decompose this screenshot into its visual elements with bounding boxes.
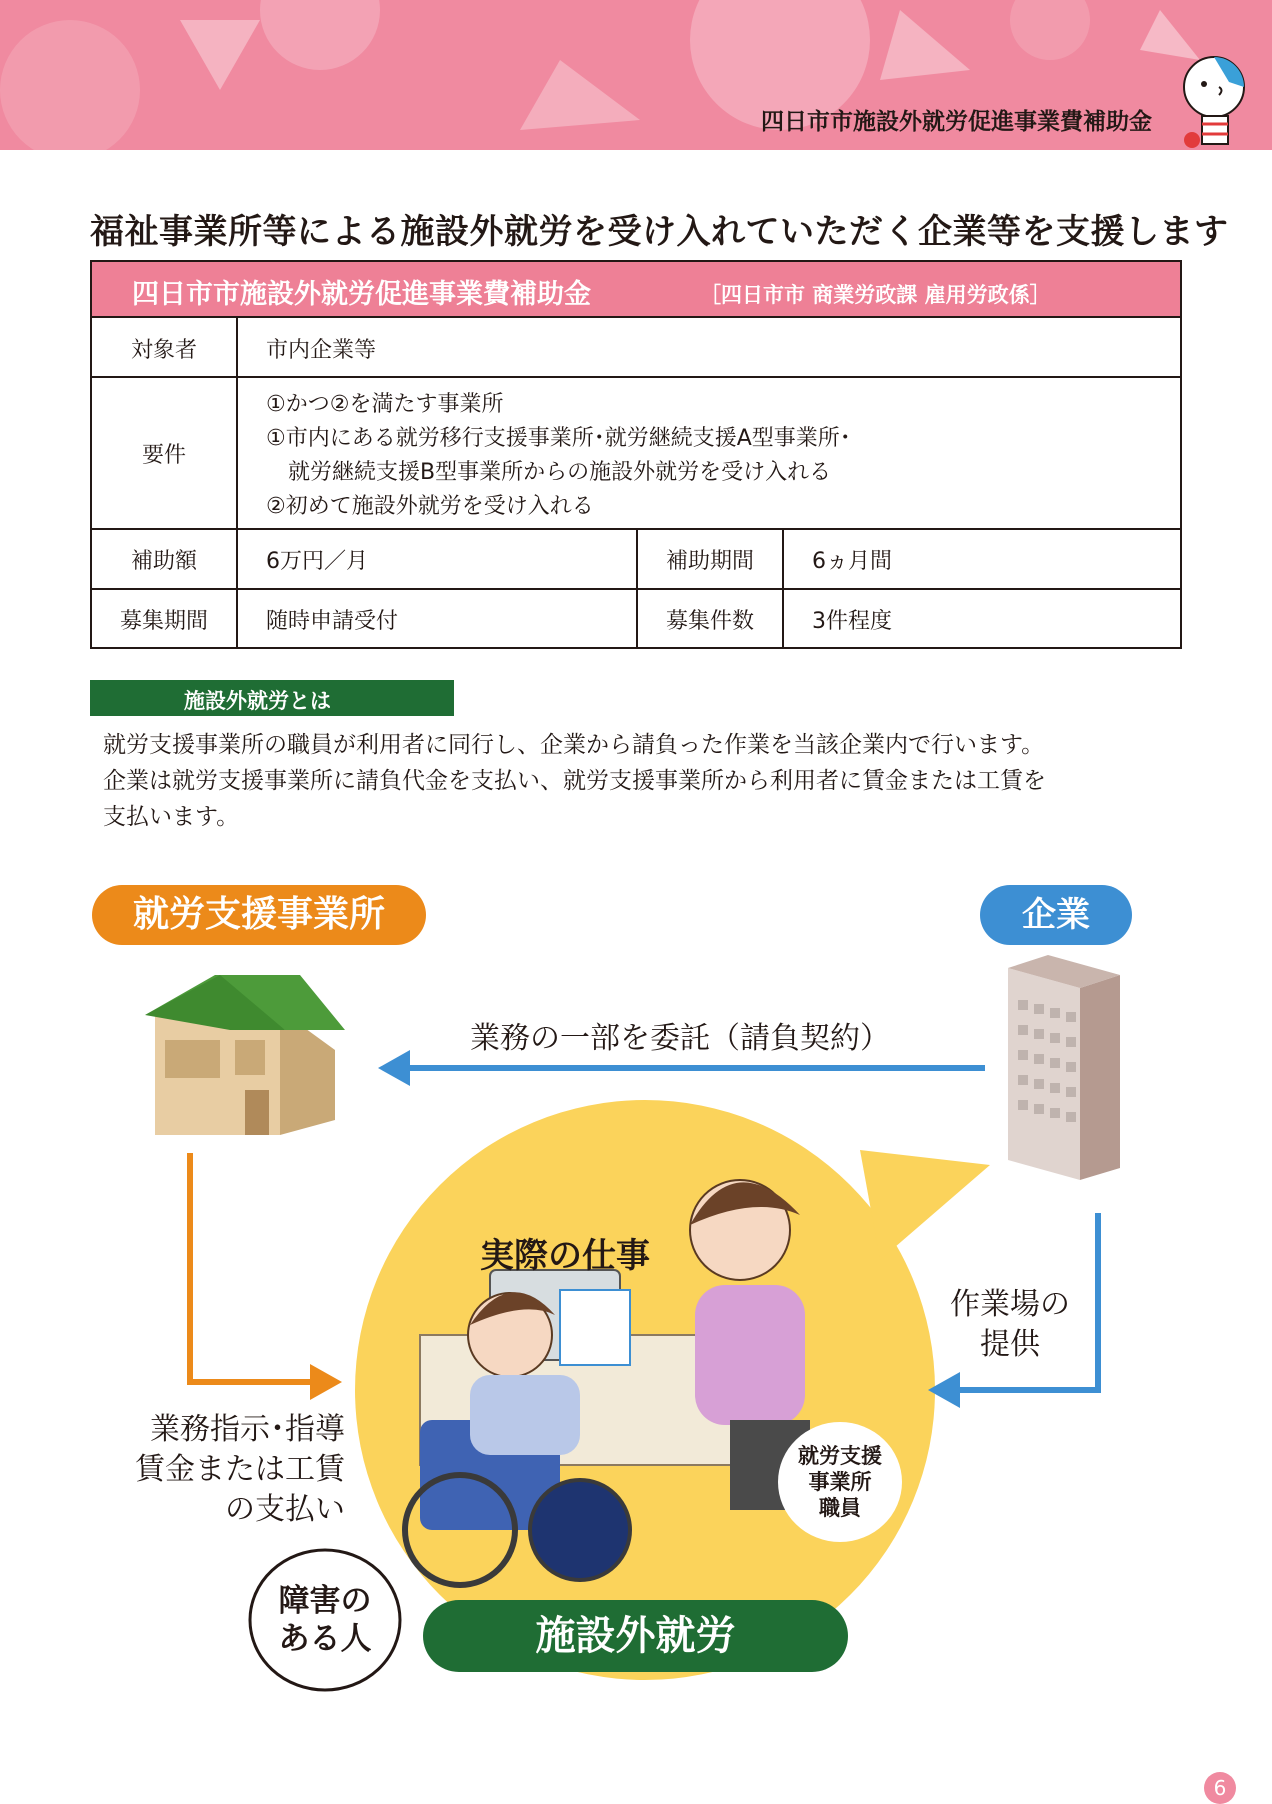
staff-line: 就労支援 <box>798 1444 882 1468</box>
instruction-line: の支払い <box>225 1492 345 1527</box>
staff-label <box>780 1443 900 1521</box>
requirement-line: 就労継続支援B型事業所からの施設外就労を受け入れる <box>266 460 832 485</box>
instruction-label <box>100 1410 345 1530</box>
recruit-period-value: 随時申請受付 <box>266 609 399 634</box>
actual-work-label: 実際の仕事 <box>480 1236 650 1276</box>
offsite-work-pill: 施設外就労 <box>535 1613 736 1659</box>
staff-line: 事業所 <box>808 1470 872 1494</box>
period-label: 補助期間 <box>665 549 754 574</box>
target-label: 対象者 <box>130 338 197 363</box>
instruction-line: 賃金または工賃 <box>135 1452 345 1487</box>
instruction-arrow <box>190 1153 342 1400</box>
office-pill: 就労支援事業所 <box>92 885 426 945</box>
workplace-label <box>930 1285 1090 1365</box>
person-line: ある人 <box>278 1621 372 1657</box>
table-title: 四日市市施設外就労促進事業費補助金 <box>132 279 591 310</box>
table-department: ［四日市市 商業労政課 雇用労政係］ <box>700 283 1051 307</box>
instruction-line: 業務指示･指導 <box>150 1412 345 1447</box>
staff-line: 職員 <box>819 1496 861 1520</box>
workplace-line: 提供 <box>980 1327 1040 1362</box>
recruit-count-label: 募集件数 <box>665 609 754 634</box>
target-value: 市内企業等 <box>266 338 377 363</box>
recruit-period-label: 募集期間 <box>119 609 208 634</box>
page-title: 福祉事業所等による施設外就労を受け入れていただく企業等を支援します <box>90 212 1229 252</box>
amount-label: 補助額 <box>130 549 197 574</box>
section-label-text: 施設外就労とは <box>184 689 331 713</box>
company-pill: 企業 <box>980 885 1132 945</box>
person-line: 障害の <box>278 1583 372 1619</box>
page-number: 6 <box>1204 1772 1236 1804</box>
bubble-tail <box>860 1150 990 1260</box>
description-line: 企業は就労支援事業所に請負代金を支払い、就労支援事業所から利用者に賃金または工賃を <box>103 768 1046 794</box>
amount-value: 6万円／月 <box>266 549 368 574</box>
contract-label: 業務の一部を委託（請負契約） <box>470 1021 890 1056</box>
period-value: 6ヵ月間 <box>812 549 892 574</box>
requirement-line: ②初めて施設外就労を受け入れる <box>266 494 594 519</box>
recruit-count-value: 3件程度 <box>812 609 892 634</box>
description-line: 就労支援事業所の職員が利用者に同行し、企業から請負った作業を当該企業内で行います。 <box>103 732 1045 758</box>
description-line: 支払います。 <box>103 804 240 830</box>
header-title: 四日市市施設外就労促進事業費補助金 <box>761 109 1152 135</box>
office-house-icon <box>145 975 345 1135</box>
company-building-icon <box>1008 955 1120 1180</box>
person-label <box>255 1582 395 1658</box>
requirement-label: 要件 <box>141 443 186 468</box>
requirement-line: ①かつ②を満たす事業所 <box>266 392 504 417</box>
workplace-line: 作業場の <box>950 1287 1070 1322</box>
requirement-line: ①市内にある就労移行支援事業所･就労継続支援A型事業所･ <box>266 426 851 451</box>
